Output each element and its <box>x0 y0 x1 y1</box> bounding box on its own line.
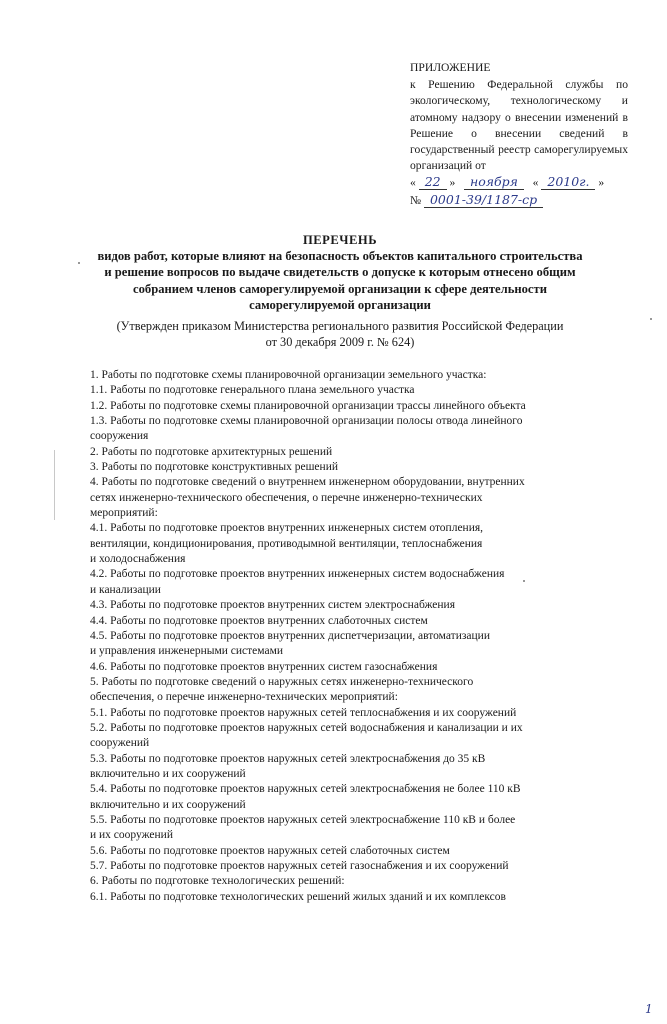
approval-line: от 30 декабря 2009 г. № 624) <box>265 335 415 349</box>
work-types-list <box>90 368 630 905</box>
handwritten-year: 2010г. <box>541 174 595 190</box>
heading-title: ПЕРЕЧЕНЬ <box>302 233 378 247</box>
number-prefix: № <box>410 193 422 207</box>
list-item: мероприятий: <box>90 507 158 520</box>
appendix-date-line <box>410 174 628 191</box>
heading-line: собранием членов саморегулируемой организации к сфере деятельности <box>133 281 547 296</box>
handwritten-number: 0001-39/1187-ср <box>424 192 543 208</box>
appendix-body: к Решению Федеральной службы по экологическому, технологическому и атомному надзору о внесении изменений в Решение о внесении сведений в государственный реестр саморегулируемых организаций от <box>410 78 628 173</box>
scan-speck <box>650 318 652 320</box>
list-item: включительно и их сооружений <box>90 767 246 780</box>
list-item: 5.3. Работы по подготовке проектов наружных сетей электроснабжения до 35 кВ <box>90 752 486 765</box>
heading-line: и решение вопросов по выдаче свидетельств о допуске к которым отнесено общим <box>104 265 576 280</box>
list-item: 4.3. Работы по подготовке проектов внутренних систем электроснабжения <box>90 599 456 612</box>
list-item: обеспечения, о перечне инженерно-технических мероприятий: <box>90 691 398 704</box>
appendix-block <box>410 60 628 209</box>
date-close-quote: » <box>449 176 456 190</box>
appendix-number-line <box>410 192 628 209</box>
document-heading <box>60 232 620 313</box>
list-item: включительно и их сооружений <box>90 798 246 811</box>
list-item: 4.4. Работы по подготовке проектов внутренних слаботочных систем <box>90 614 428 627</box>
date-open-quote: « <box>410 176 416 190</box>
approval-note <box>60 318 620 350</box>
page-number: 1 <box>645 1002 653 1016</box>
list-item: 4.1. Работы по подготовке проектов внутренних инженерных систем отопления, <box>90 522 484 535</box>
list-item: и их сооружений <box>90 829 173 842</box>
list-item: 1.2. Работы по подготовке схемы планировочной организации трассы линейного объекта <box>90 399 526 412</box>
year-open-quote: « <box>532 176 539 190</box>
list-item: 2. Работы по подготовке архитектурных решений <box>90 445 333 458</box>
appendix-title: ПРИЛОЖЕНИЕ <box>410 61 491 74</box>
list-item: 6.1. Работы по подготовке технологических решений жилых зданий и их комплексов <box>90 890 506 903</box>
list-item: 5.4. Работы по подготовке проектов наружных сетей электроснабжения не более 110 кВ <box>90 783 521 796</box>
list-item: и канализации <box>90 583 161 596</box>
list-item: 4.6. Работы по подготовке проектов внутренних систем газоснабжения <box>90 660 438 673</box>
year-close-quote: » <box>598 176 605 190</box>
scan-margin-mark <box>54 450 55 520</box>
list-item: 3. Работы по подготовке конструктивных решений <box>90 461 338 474</box>
list-item: 5.7. Работы по подготовке проектов наружных сетей газоснабжения и их сооружений <box>90 860 509 872</box>
approval-line: (Утвержден приказом Министерства регионального развития Российской Федерации <box>116 319 564 333</box>
list-item: сооружения <box>90 430 149 443</box>
heading-line: саморегулируемой организации <box>249 297 431 312</box>
handwritten-day: 22 <box>419 174 447 190</box>
list-item: 5. Работы по подготовке сведений о наружных сетях инженерно-технического <box>90 675 474 688</box>
list-item: 5.6. Работы по подготовке проектов наружных сетей слаботочных систем <box>90 844 450 857</box>
list-item: 4.5. Работы по подготовке проектов внутренних диспетчеризации, автоматизации <box>90 629 490 642</box>
list-item: 5.2. Работы по подготовке проектов наружных сетей водоснабжения и канализации и их <box>90 721 523 734</box>
list-item: 1. Работы по подготовке схемы планировочной организации земельного участка: <box>90 369 487 381</box>
list-item: 1.1. Работы по подготовке генерального плана земельного участка <box>90 384 415 397</box>
scan-speck <box>523 580 525 582</box>
list-item: 6. Работы по подготовке технологических решений: <box>90 875 345 888</box>
list-item: вентиляции, кондиционирования, противодымной вентиляции, теплоснабжения <box>90 537 483 550</box>
list-item: 4. Работы по подготовке сведений о внутреннем инженерном оборудовании, внутренних <box>90 476 525 489</box>
list-item: 5.5. Работы по подготовке проектов наружных сетей электроснабжение 110 кВ и более <box>90 813 516 826</box>
list-item: 4.2. Работы по подготовке проектов внутренних инженерных систем водоснабжения <box>90 568 505 581</box>
list-item: 1.3. Работы по подготовке схемы планировочной организации полосы отвода линейного <box>90 415 523 428</box>
list-item: и управления инженерными системами <box>90 645 284 658</box>
list-item: 5.1. Работы по подготовке проектов наружных сетей теплоснабжения и их сооружений <box>90 706 517 719</box>
scan-speck <box>78 262 80 264</box>
list-item: и холодоснабжения <box>90 553 186 566</box>
handwritten-month: ноября <box>464 174 524 190</box>
list-item: сетях инженерно-технического обеспечения, о перечне инженерно-технических <box>90 491 483 504</box>
list-item: сооружений <box>90 737 150 750</box>
heading-line: видов работ, которые влияют на безопасность объектов капитального строительства <box>97 249 583 264</box>
